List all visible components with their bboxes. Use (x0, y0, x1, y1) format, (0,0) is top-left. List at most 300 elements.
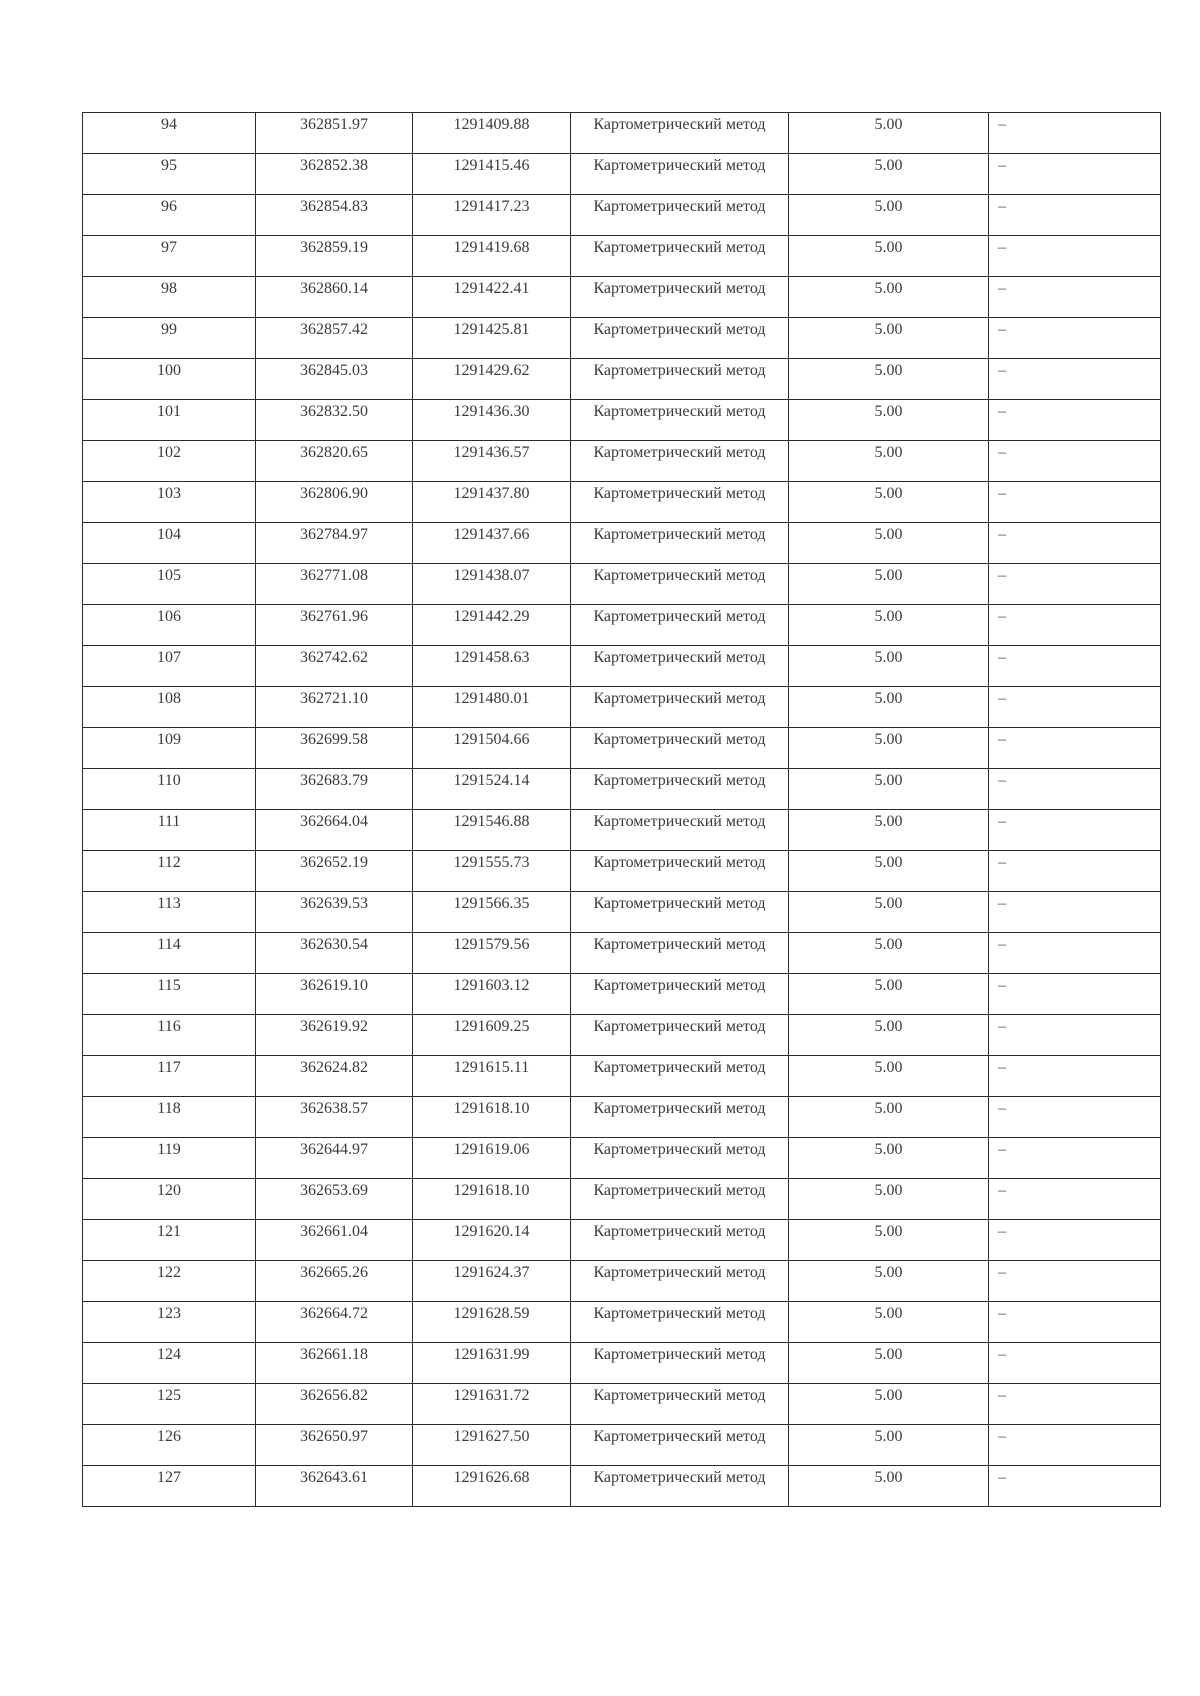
x-coordinate-text: 362859.19 (300, 239, 368, 256)
table-row (83, 482, 1161, 523)
x-coordinate-text: 362650.97 (300, 1428, 368, 1445)
point-number-cell (83, 400, 256, 441)
y-coordinate-cell (413, 1056, 571, 1097)
table-row (83, 523, 1161, 564)
point-number-cell (83, 974, 256, 1015)
point-number-text: 95 (161, 157, 177, 174)
description-cell (989, 892, 1161, 933)
description-text: – (998, 1141, 1006, 1158)
method-cell (571, 646, 789, 687)
method-text: Картометрический метод (593, 567, 766, 584)
y-coordinate-text: 1291417.23 (453, 198, 530, 215)
table-row (83, 646, 1161, 687)
x-coordinate-cell (256, 728, 413, 769)
y-coordinate-text: 1291566.35 (453, 895, 530, 912)
point-number-text: 123 (157, 1305, 181, 1322)
accuracy-text: 5.00 (874, 1264, 903, 1281)
point-number-text: 118 (157, 1100, 181, 1117)
y-coordinate-text: 1291524.14 (453, 772, 530, 789)
x-coordinate-cell (256, 1384, 413, 1425)
method-cell (571, 277, 789, 318)
x-coordinate-cell (256, 236, 413, 277)
method-cell (571, 113, 789, 154)
y-coordinate-text: 1291615.11 (453, 1059, 530, 1076)
description-text: – (998, 157, 1006, 174)
y-coordinate-text: 1291409.88 (453, 116, 530, 133)
method-text: Картометрический метод (593, 1100, 766, 1117)
y-coordinate-cell (413, 1384, 571, 1425)
point-number-text: 101 (157, 403, 181, 420)
description-text: – (998, 649, 1006, 666)
point-number-text: 97 (161, 239, 177, 256)
description-text: – (998, 116, 1006, 133)
description-cell (989, 1179, 1161, 1220)
table-row (83, 728, 1161, 769)
x-coordinate-cell (256, 1466, 413, 1507)
description-text: – (998, 1428, 1006, 1445)
x-coordinate-cell (256, 687, 413, 728)
method-text: Картометрический метод (593, 895, 766, 912)
x-coordinate-cell (256, 1138, 413, 1179)
x-coordinate-text: 362644.97 (300, 1141, 368, 1158)
table-row (83, 236, 1161, 277)
y-coordinate-cell (413, 933, 571, 974)
accuracy-cell (789, 523, 989, 564)
description-text: – (998, 813, 1006, 830)
accuracy-text: 5.00 (874, 116, 903, 133)
description-text: – (998, 280, 1006, 297)
y-coordinate-cell (413, 851, 571, 892)
accuracy-cell (789, 1097, 989, 1138)
y-coordinate-text: 1291546.88 (453, 813, 530, 830)
x-coordinate-cell (256, 1056, 413, 1097)
point-number-text: 120 (157, 1182, 181, 1199)
point-number-text: 119 (157, 1141, 181, 1158)
y-coordinate-cell (413, 154, 571, 195)
point-number-cell (83, 1015, 256, 1056)
method-cell (571, 769, 789, 810)
method-text: Картометрический метод (593, 1059, 766, 1076)
accuracy-text: 5.00 (874, 362, 903, 379)
accuracy-cell (789, 933, 989, 974)
x-coordinate-text: 362784.97 (300, 526, 368, 543)
y-coordinate-text: 1291438.07 (453, 567, 530, 584)
x-coordinate-cell (256, 605, 413, 646)
method-cell (571, 400, 789, 441)
description-cell (989, 728, 1161, 769)
point-number-cell (83, 769, 256, 810)
table-row (83, 1261, 1161, 1302)
description-text: – (998, 690, 1006, 707)
point-number-cell (83, 564, 256, 605)
accuracy-text: 5.00 (874, 731, 903, 748)
point-number-cell (83, 687, 256, 728)
method-text: Картометрический метод (593, 444, 766, 461)
y-coordinate-text: 1291620.14 (453, 1223, 530, 1240)
description-text: – (998, 321, 1006, 338)
description-cell (989, 277, 1161, 318)
point-number-cell (83, 605, 256, 646)
method-text: Картометрический метод (593, 1141, 766, 1158)
accuracy-cell (789, 113, 989, 154)
coordinates-table (82, 112, 1161, 1507)
y-coordinate-cell (413, 810, 571, 851)
point-number-cell (83, 1425, 256, 1466)
point-number-cell (83, 236, 256, 277)
method-cell (571, 605, 789, 646)
accuracy-text: 5.00 (874, 1387, 903, 1404)
point-number-cell (83, 277, 256, 318)
method-cell (571, 318, 789, 359)
accuracy-text: 5.00 (874, 977, 903, 994)
table-row (83, 1179, 1161, 1220)
y-coordinate-cell (413, 1425, 571, 1466)
accuracy-cell (789, 1220, 989, 1261)
description-cell (989, 605, 1161, 646)
point-number-text: 109 (157, 731, 181, 748)
x-coordinate-text: 362656.82 (300, 1387, 368, 1404)
method-text: Картометрический метод (593, 936, 766, 953)
description-cell (989, 1466, 1161, 1507)
accuracy-text: 5.00 (874, 444, 903, 461)
table-row (83, 1302, 1161, 1343)
y-coordinate-cell (413, 564, 571, 605)
method-cell (571, 974, 789, 1015)
point-number-cell (83, 1220, 256, 1261)
point-number-text: 125 (157, 1387, 181, 1404)
accuracy-cell (789, 359, 989, 400)
x-coordinate-text: 362742.62 (300, 649, 368, 666)
x-coordinate-text: 362624.82 (300, 1059, 368, 1076)
method-cell (571, 1261, 789, 1302)
method-text: Картометрический метод (593, 854, 766, 871)
table-row (83, 564, 1161, 605)
method-cell (571, 728, 789, 769)
method-cell (571, 810, 789, 851)
y-coordinate-cell (413, 728, 571, 769)
y-coordinate-text: 1291425.81 (453, 321, 530, 338)
method-text: Картометрический метод (593, 1223, 766, 1240)
y-coordinate-text: 1291609.25 (453, 1018, 530, 1035)
point-number-text: 121 (157, 1223, 181, 1240)
description-text: – (998, 567, 1006, 584)
table-row (83, 1384, 1161, 1425)
method-text: Картометрический метод (593, 977, 766, 994)
description-cell (989, 1138, 1161, 1179)
y-coordinate-text: 1291415.46 (453, 157, 530, 174)
point-number-text: 107 (157, 649, 181, 666)
table-row (83, 318, 1161, 359)
point-number-cell (83, 113, 256, 154)
accuracy-text: 5.00 (874, 1059, 903, 1076)
y-coordinate-text: 1291458.63 (453, 649, 530, 666)
description-cell (989, 810, 1161, 851)
accuracy-text: 5.00 (874, 1305, 903, 1322)
x-coordinate-cell (256, 1302, 413, 1343)
accuracy-cell (789, 1466, 989, 1507)
point-number-cell (83, 646, 256, 687)
description-cell (989, 359, 1161, 400)
table-row (83, 400, 1161, 441)
accuracy-text: 5.00 (874, 403, 903, 420)
method-cell (571, 1138, 789, 1179)
point-number-cell (83, 441, 256, 482)
point-number-cell (83, 359, 256, 400)
description-text: – (998, 526, 1006, 543)
description-text: – (998, 895, 1006, 912)
point-number-cell (83, 1261, 256, 1302)
x-coordinate-text: 362851.97 (300, 116, 368, 133)
y-coordinate-text: 1291628.59 (453, 1305, 530, 1322)
point-number-cell (83, 1466, 256, 1507)
x-coordinate-cell (256, 1425, 413, 1466)
accuracy-text: 5.00 (874, 649, 903, 666)
x-coordinate-text: 362820.65 (300, 444, 368, 461)
accuracy-text: 5.00 (874, 321, 903, 338)
accuracy-cell (789, 1056, 989, 1097)
accuracy-text: 5.00 (874, 526, 903, 543)
point-number-text: 116 (157, 1018, 181, 1035)
accuracy-cell (789, 1343, 989, 1384)
accuracy-cell (789, 810, 989, 851)
table-row (83, 1056, 1161, 1097)
point-number-cell (83, 933, 256, 974)
y-coordinate-cell (413, 1015, 571, 1056)
point-number-text: 127 (157, 1469, 181, 1486)
method-cell (571, 441, 789, 482)
y-coordinate-text: 1291436.57 (453, 444, 530, 461)
x-coordinate-text: 362806.90 (300, 485, 368, 502)
x-coordinate-cell (256, 769, 413, 810)
point-number-cell (83, 1138, 256, 1179)
point-number-cell (83, 851, 256, 892)
x-coordinate-cell (256, 564, 413, 605)
accuracy-cell (789, 564, 989, 605)
description-cell (989, 1425, 1161, 1466)
method-text: Картометрический метод (593, 239, 766, 256)
accuracy-cell (789, 195, 989, 236)
x-coordinate-cell (256, 400, 413, 441)
x-coordinate-text: 362661.18 (300, 1346, 368, 1363)
description-text: – (998, 854, 1006, 871)
table-row (83, 974, 1161, 1015)
description-text: – (998, 403, 1006, 420)
y-coordinate-cell (413, 1097, 571, 1138)
accuracy-text: 5.00 (874, 1428, 903, 1445)
x-coordinate-text: 362699.58 (300, 731, 368, 748)
x-coordinate-cell (256, 933, 413, 974)
method-text: Картометрический метод (593, 198, 766, 215)
accuracy-cell (789, 441, 989, 482)
method-text: Картометрический метод (593, 1428, 766, 1445)
x-coordinate-text: 362639.53 (300, 895, 368, 912)
x-coordinate-cell (256, 1097, 413, 1138)
description-text: – (998, 444, 1006, 461)
accuracy-text: 5.00 (874, 1018, 903, 1035)
y-coordinate-cell (413, 482, 571, 523)
description-text: – (998, 1059, 1006, 1076)
description-text: – (998, 1100, 1006, 1117)
method-cell (571, 1384, 789, 1425)
accuracy-text: 5.00 (874, 157, 903, 174)
y-coordinate-text: 1291419.68 (453, 239, 530, 256)
y-coordinate-cell (413, 1179, 571, 1220)
point-number-text: 110 (157, 772, 181, 789)
accuracy-text: 5.00 (874, 1182, 903, 1199)
point-number-text: 108 (157, 690, 181, 707)
method-cell (571, 564, 789, 605)
y-coordinate-text: 1291429.62 (453, 362, 530, 379)
x-coordinate-cell (256, 1015, 413, 1056)
x-coordinate-text: 362664.72 (300, 1305, 368, 1322)
x-coordinate-text: 362761.96 (300, 608, 368, 625)
description-cell (989, 441, 1161, 482)
description-cell (989, 236, 1161, 277)
method-cell (571, 687, 789, 728)
method-cell (571, 1302, 789, 1343)
x-coordinate-text: 362857.42 (300, 321, 368, 338)
method-cell (571, 1343, 789, 1384)
accuracy-text: 5.00 (874, 1141, 903, 1158)
method-cell (571, 933, 789, 974)
y-coordinate-cell (413, 359, 571, 400)
point-number-text: 102 (157, 444, 181, 461)
point-number-cell (83, 892, 256, 933)
point-number-text: 124 (157, 1346, 181, 1363)
method-text: Картометрический метод (593, 1018, 766, 1035)
x-coordinate-text: 362683.79 (300, 772, 368, 789)
y-coordinate-text: 1291618.10 (453, 1100, 530, 1117)
accuracy-cell (789, 1384, 989, 1425)
accuracy-cell (789, 605, 989, 646)
table-row (83, 1425, 1161, 1466)
accuracy-cell (789, 687, 989, 728)
accuracy-text: 5.00 (874, 854, 903, 871)
method-text: Картометрический метод (593, 813, 766, 830)
point-number-text: 104 (157, 526, 181, 543)
y-coordinate-cell (413, 236, 571, 277)
method-text: Картометрический метод (593, 1346, 766, 1363)
point-number-cell (83, 1097, 256, 1138)
y-coordinate-text: 1291619.06 (453, 1141, 530, 1158)
x-coordinate-cell (256, 851, 413, 892)
x-coordinate-cell (256, 646, 413, 687)
method-text: Картометрический метод (593, 649, 766, 666)
point-number-text: 114 (157, 936, 181, 953)
description-text: – (998, 936, 1006, 953)
x-coordinate-text: 362832.50 (300, 403, 368, 420)
table-row (83, 1097, 1161, 1138)
description-text: – (998, 1264, 1006, 1281)
y-coordinate-text: 1291627.50 (453, 1428, 530, 1445)
method-cell (571, 195, 789, 236)
x-coordinate-text: 362771.08 (300, 567, 368, 584)
point-number-text: 115 (157, 977, 181, 994)
x-coordinate-cell (256, 523, 413, 564)
accuracy-text: 5.00 (874, 1346, 903, 1363)
table-row (83, 359, 1161, 400)
y-coordinate-cell (413, 974, 571, 1015)
y-coordinate-cell (413, 195, 571, 236)
point-number-text: 100 (157, 362, 181, 379)
table-row (83, 1138, 1161, 1179)
method-text: Картометрический метод (593, 690, 766, 707)
accuracy-cell (789, 769, 989, 810)
point-number-text: 111 (157, 813, 181, 830)
accuracy-cell (789, 400, 989, 441)
method-text: Картометрический метод (593, 772, 766, 789)
x-coordinate-cell (256, 974, 413, 1015)
y-coordinate-cell (413, 646, 571, 687)
accuracy-text: 5.00 (874, 813, 903, 830)
table-row (83, 769, 1161, 810)
x-coordinate-text: 362852.38 (300, 157, 368, 174)
description-text: – (998, 1018, 1006, 1035)
table-row (83, 1343, 1161, 1384)
description-text: – (998, 1305, 1006, 1322)
method-cell (571, 1179, 789, 1220)
x-coordinate-cell (256, 1261, 413, 1302)
method-cell (571, 851, 789, 892)
table-row (83, 441, 1161, 482)
coordinates-table-body (83, 113, 1161, 1507)
y-coordinate-text: 1291631.99 (453, 1346, 530, 1363)
point-number-text: 122 (157, 1264, 181, 1281)
method-text: Картометрический метод (593, 280, 766, 297)
method-cell (571, 236, 789, 277)
table-row (83, 1220, 1161, 1261)
y-coordinate-text: 1291626.68 (453, 1469, 530, 1486)
description-text: – (998, 1182, 1006, 1199)
x-coordinate-text: 362652.19 (300, 854, 368, 871)
table-row (83, 687, 1161, 728)
description-text: – (998, 772, 1006, 789)
method-text: Картометрический метод (593, 1264, 766, 1281)
y-coordinate-cell (413, 441, 571, 482)
table-row (83, 113, 1161, 154)
y-coordinate-cell (413, 769, 571, 810)
point-number-cell (83, 810, 256, 851)
accuracy-text: 5.00 (874, 567, 903, 584)
y-coordinate-text: 1291422.41 (453, 280, 530, 297)
accuracy-cell (789, 974, 989, 1015)
description-cell (989, 1015, 1161, 1056)
y-coordinate-cell (413, 605, 571, 646)
accuracy-text: 5.00 (874, 936, 903, 953)
x-coordinate-cell (256, 1343, 413, 1384)
point-number-cell (83, 154, 256, 195)
y-coordinate-text: 1291624.37 (453, 1264, 530, 1281)
description-cell (989, 113, 1161, 154)
point-number-text: 99 (161, 321, 177, 338)
y-coordinate-text: 1291437.80 (453, 485, 530, 502)
method-text: Картометрический метод (593, 321, 766, 338)
y-coordinate-text: 1291480.01 (453, 690, 530, 707)
y-coordinate-cell (413, 1261, 571, 1302)
x-coordinate-text: 362630.54 (300, 936, 368, 953)
x-coordinate-text: 362665.26 (300, 1264, 368, 1281)
y-coordinate-cell (413, 400, 571, 441)
description-cell (989, 482, 1161, 523)
description-cell (989, 1261, 1161, 1302)
description-cell (989, 1384, 1161, 1425)
description-text: – (998, 977, 1006, 994)
accuracy-text: 5.00 (874, 772, 903, 789)
point-number-text: 103 (157, 485, 181, 502)
accuracy-text: 5.00 (874, 1223, 903, 1240)
accuracy-cell (789, 154, 989, 195)
point-number-text: 96 (161, 198, 177, 215)
